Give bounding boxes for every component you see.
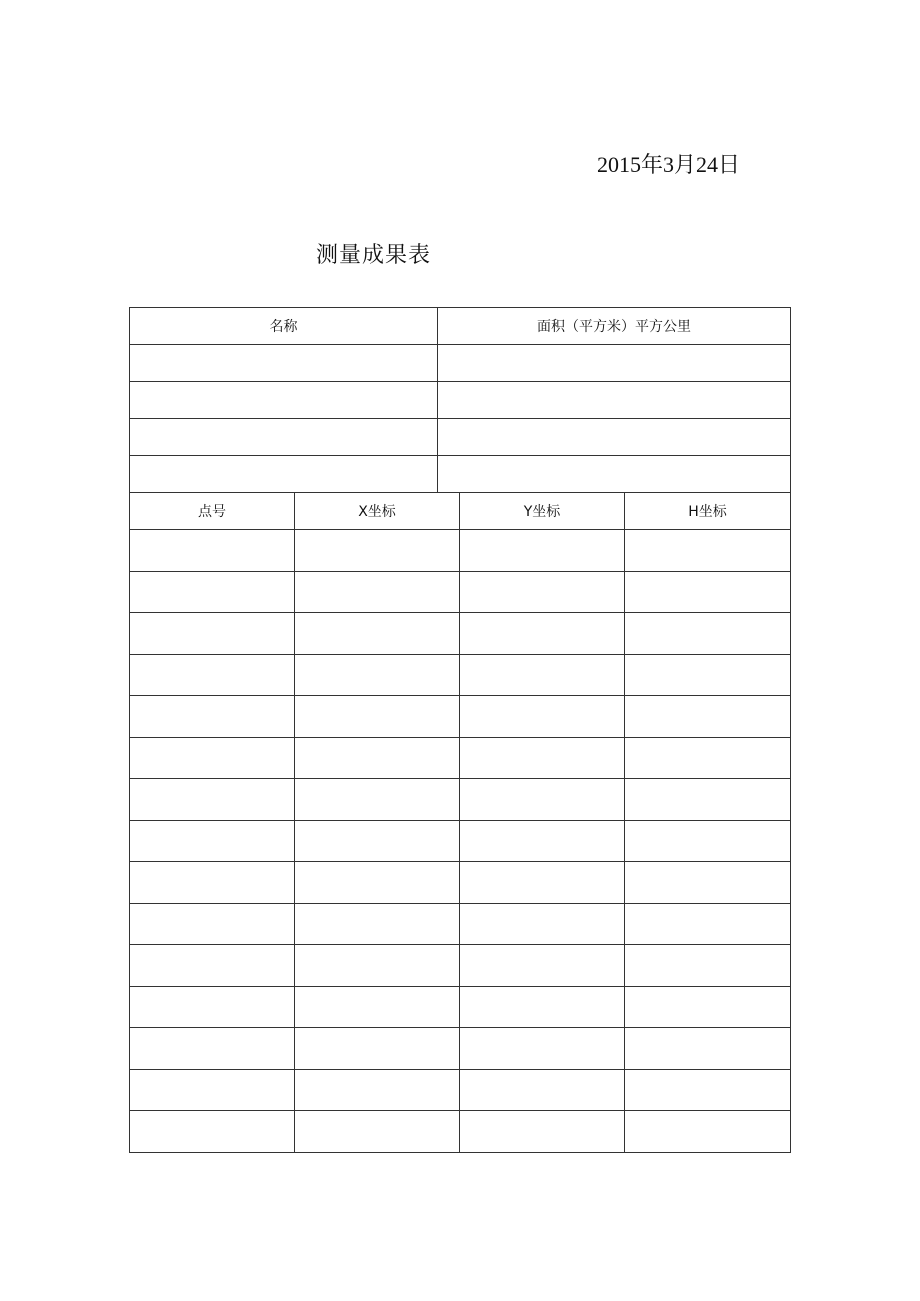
point-number-cell[interactable] (130, 779, 295, 821)
table-row (130, 1111, 791, 1153)
table-row (130, 779, 791, 821)
summary-table (129, 307, 791, 493)
table-row (130, 903, 791, 945)
area-cell[interactable] (438, 382, 791, 419)
area-column-header: 面积（平方米）平方公里 (438, 308, 791, 345)
x-coordinate-column-header: X坐标 (295, 493, 460, 530)
result-tables (129, 307, 790, 1153)
summary-header-row (130, 308, 791, 345)
y-coordinate-cell[interactable] (460, 945, 625, 987)
area-cell[interactable] (438, 419, 791, 456)
point-number-column-header: 点号 (130, 493, 295, 530)
table-row (130, 530, 791, 572)
h-coordinate-cell[interactable] (625, 613, 791, 655)
point-number-cell[interactable] (130, 986, 295, 1028)
x-coordinate-cell[interactable] (295, 945, 460, 987)
point-number-cell[interactable] (130, 571, 295, 613)
x-coordinate-cell[interactable] (295, 1028, 460, 1070)
summary-row (130, 345, 791, 382)
h-coordinate-cell[interactable] (625, 779, 791, 821)
point-number-cell[interactable] (130, 737, 295, 779)
h-coordinate-cell[interactable] (625, 903, 791, 945)
summary-row (130, 419, 791, 456)
table-row (130, 862, 791, 904)
points-header-row (130, 493, 791, 530)
table-row (130, 986, 791, 1028)
h-coordinate-cell[interactable] (625, 1069, 791, 1111)
y-coordinate-cell[interactable] (460, 654, 625, 696)
y-coordinate-cell[interactable] (460, 903, 625, 945)
y-coordinate-cell[interactable] (460, 613, 625, 655)
table-row (130, 613, 791, 655)
summary-row (130, 382, 791, 419)
y-coordinate-cell[interactable] (460, 862, 625, 904)
point-number-cell[interactable] (130, 654, 295, 696)
y-coordinate-cell[interactable] (460, 779, 625, 821)
x-coordinate-cell[interactable] (295, 986, 460, 1028)
x-coordinate-cell[interactable] (295, 571, 460, 613)
y-coordinate-cell[interactable] (460, 530, 625, 572)
point-number-cell[interactable] (130, 820, 295, 862)
table-row (130, 945, 791, 987)
page-title: 测量成果表 (316, 243, 432, 268)
y-coordinate-cell[interactable] (460, 737, 625, 779)
y-coordinate-cell[interactable] (460, 1111, 625, 1153)
point-number-cell[interactable] (130, 945, 295, 987)
summary-row (130, 456, 791, 493)
table-row (130, 696, 791, 738)
y-coordinate-cell[interactable] (460, 1028, 625, 1070)
name-cell[interactable] (130, 382, 438, 419)
x-coordinate-cell[interactable] (295, 737, 460, 779)
h-coordinate-cell[interactable] (625, 862, 791, 904)
h-coordinate-cell[interactable] (625, 654, 791, 696)
point-number-cell[interactable] (130, 530, 295, 572)
x-coordinate-cell[interactable] (295, 820, 460, 862)
table-row (130, 820, 791, 862)
x-coordinate-cell[interactable] (295, 1069, 460, 1111)
y-coordinate-column-header: Y坐标 (460, 493, 625, 530)
point-number-cell[interactable] (130, 1069, 295, 1111)
h-coordinate-cell[interactable] (625, 945, 791, 987)
y-coordinate-cell[interactable] (460, 1069, 625, 1111)
name-column-header: 名称 (130, 308, 438, 345)
y-coordinate-cell[interactable] (460, 571, 625, 613)
table-row (130, 1028, 791, 1070)
h-coordinate-cell[interactable] (625, 737, 791, 779)
area-cell[interactable] (438, 456, 791, 493)
h-coordinate-cell[interactable] (625, 696, 791, 738)
h-coordinate-cell[interactable] (625, 1028, 791, 1070)
area-cell[interactable] (438, 345, 791, 382)
h-coordinate-cell[interactable] (625, 986, 791, 1028)
x-coordinate-cell[interactable] (295, 613, 460, 655)
point-number-cell[interactable] (130, 1028, 295, 1070)
point-number-cell[interactable] (130, 1111, 295, 1153)
x-coordinate-cell[interactable] (295, 1111, 460, 1153)
name-cell[interactable] (130, 345, 438, 382)
y-coordinate-cell[interactable] (460, 696, 625, 738)
x-coordinate-cell[interactable] (295, 862, 460, 904)
name-cell[interactable] (130, 419, 438, 456)
x-coordinate-cell[interactable] (295, 779, 460, 821)
h-coordinate-cell[interactable] (625, 1111, 791, 1153)
x-coordinate-cell[interactable] (295, 903, 460, 945)
point-number-cell[interactable] (130, 862, 295, 904)
h-coordinate-cell[interactable] (625, 571, 791, 613)
point-number-cell[interactable] (130, 613, 295, 655)
point-number-cell[interactable] (130, 903, 295, 945)
name-cell[interactable] (130, 456, 438, 493)
table-row (130, 571, 791, 613)
h-coordinate-cell[interactable] (625, 820, 791, 862)
points-table (129, 492, 791, 1153)
x-coordinate-cell[interactable] (295, 654, 460, 696)
x-coordinate-cell[interactable] (295, 696, 460, 738)
y-coordinate-cell[interactable] (460, 820, 625, 862)
y-coordinate-cell[interactable] (460, 986, 625, 1028)
h-coordinate-column-header: H坐标 (625, 493, 791, 530)
h-coordinate-cell[interactable] (625, 530, 791, 572)
x-coordinate-cell[interactable] (295, 530, 460, 572)
table-row (130, 1069, 791, 1111)
point-number-cell[interactable] (130, 696, 295, 738)
table-row (130, 654, 791, 696)
date-text: 2015年3月24日 (597, 152, 741, 177)
table-row (130, 737, 791, 779)
